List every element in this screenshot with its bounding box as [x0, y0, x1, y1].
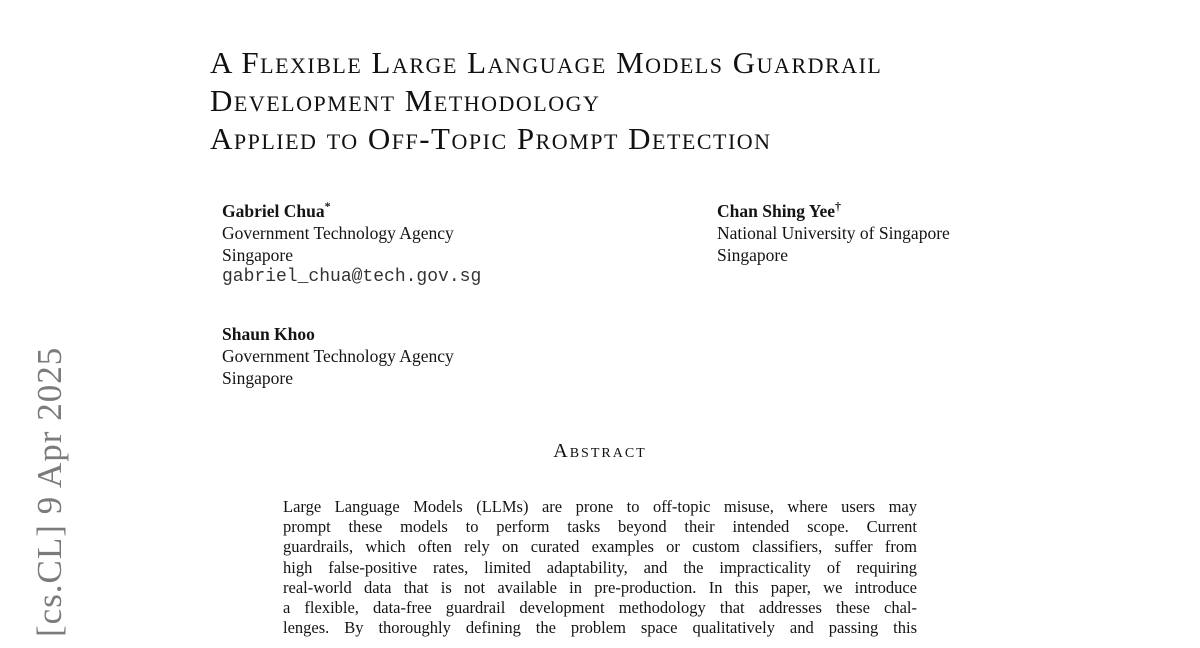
author-name [222, 318, 454, 345]
author-block-gabriel-chua [222, 195, 481, 288]
abstract-line: lenges. By thoroughly defining the problem space qualitatively and passing this [283, 618, 917, 638]
author-location: Singapore [717, 244, 788, 265]
author-block-shaun-khoo [222, 318, 454, 389]
author-name-text: Shaun Khoo [222, 323, 315, 344]
author-name-text: Gabriel Chua [222, 200, 325, 221]
title-line-1: A Flexible Large Language Models Guardrail [210, 45, 883, 80]
title-line-3: Applied to Off-Topic Prompt Detection [210, 121, 772, 156]
author-location: Singapore [222, 244, 293, 265]
abstract-body [283, 497, 917, 638]
abstract-line: high false-positive rates, limited adaptability, and the impracticality of requiring [283, 557, 917, 577]
author-name [717, 195, 950, 222]
abstract-heading: Abstract [553, 440, 647, 462]
author-affiliation: Government Technology Agency [222, 345, 454, 366]
author-name [222, 195, 481, 222]
title-line-2: Development Methodology [210, 83, 601, 118]
paper-title [210, 44, 1030, 158]
author-affiliation: Government Technology Agency [222, 222, 454, 243]
author-location: Singapore [222, 367, 293, 388]
author-email: gabriel_chua@tech.gov.sg [222, 266, 482, 287]
author-footnote-mark: † [835, 199, 841, 213]
arxiv-watermark: [cs.CL] 9 Apr 2025 [30, 346, 69, 637]
abstract-line: real-world data that is not available in pre-production. In this paper, we introduce [283, 577, 917, 597]
author-block-chan-shing-yee [717, 195, 950, 266]
abstract-line: a flexible, data-free guardrail development methodology that addresses these chal- [283, 598, 917, 618]
abstract-line: prompt these models to perform tasks beyond their intended scope. Current [283, 517, 917, 537]
author-footnote-mark: * [324, 199, 331, 213]
author-affiliation: National University of Singapore [717, 222, 950, 243]
abstract-line: guardrails, which often rely on curated examples or custom classifiers, suffer from [283, 537, 917, 557]
abstract-line: Large Language Models (LLMs) are prone to off-topic misuse, where users may [283, 497, 917, 516]
author-name-text: Chan Shing Yee [717, 200, 835, 221]
